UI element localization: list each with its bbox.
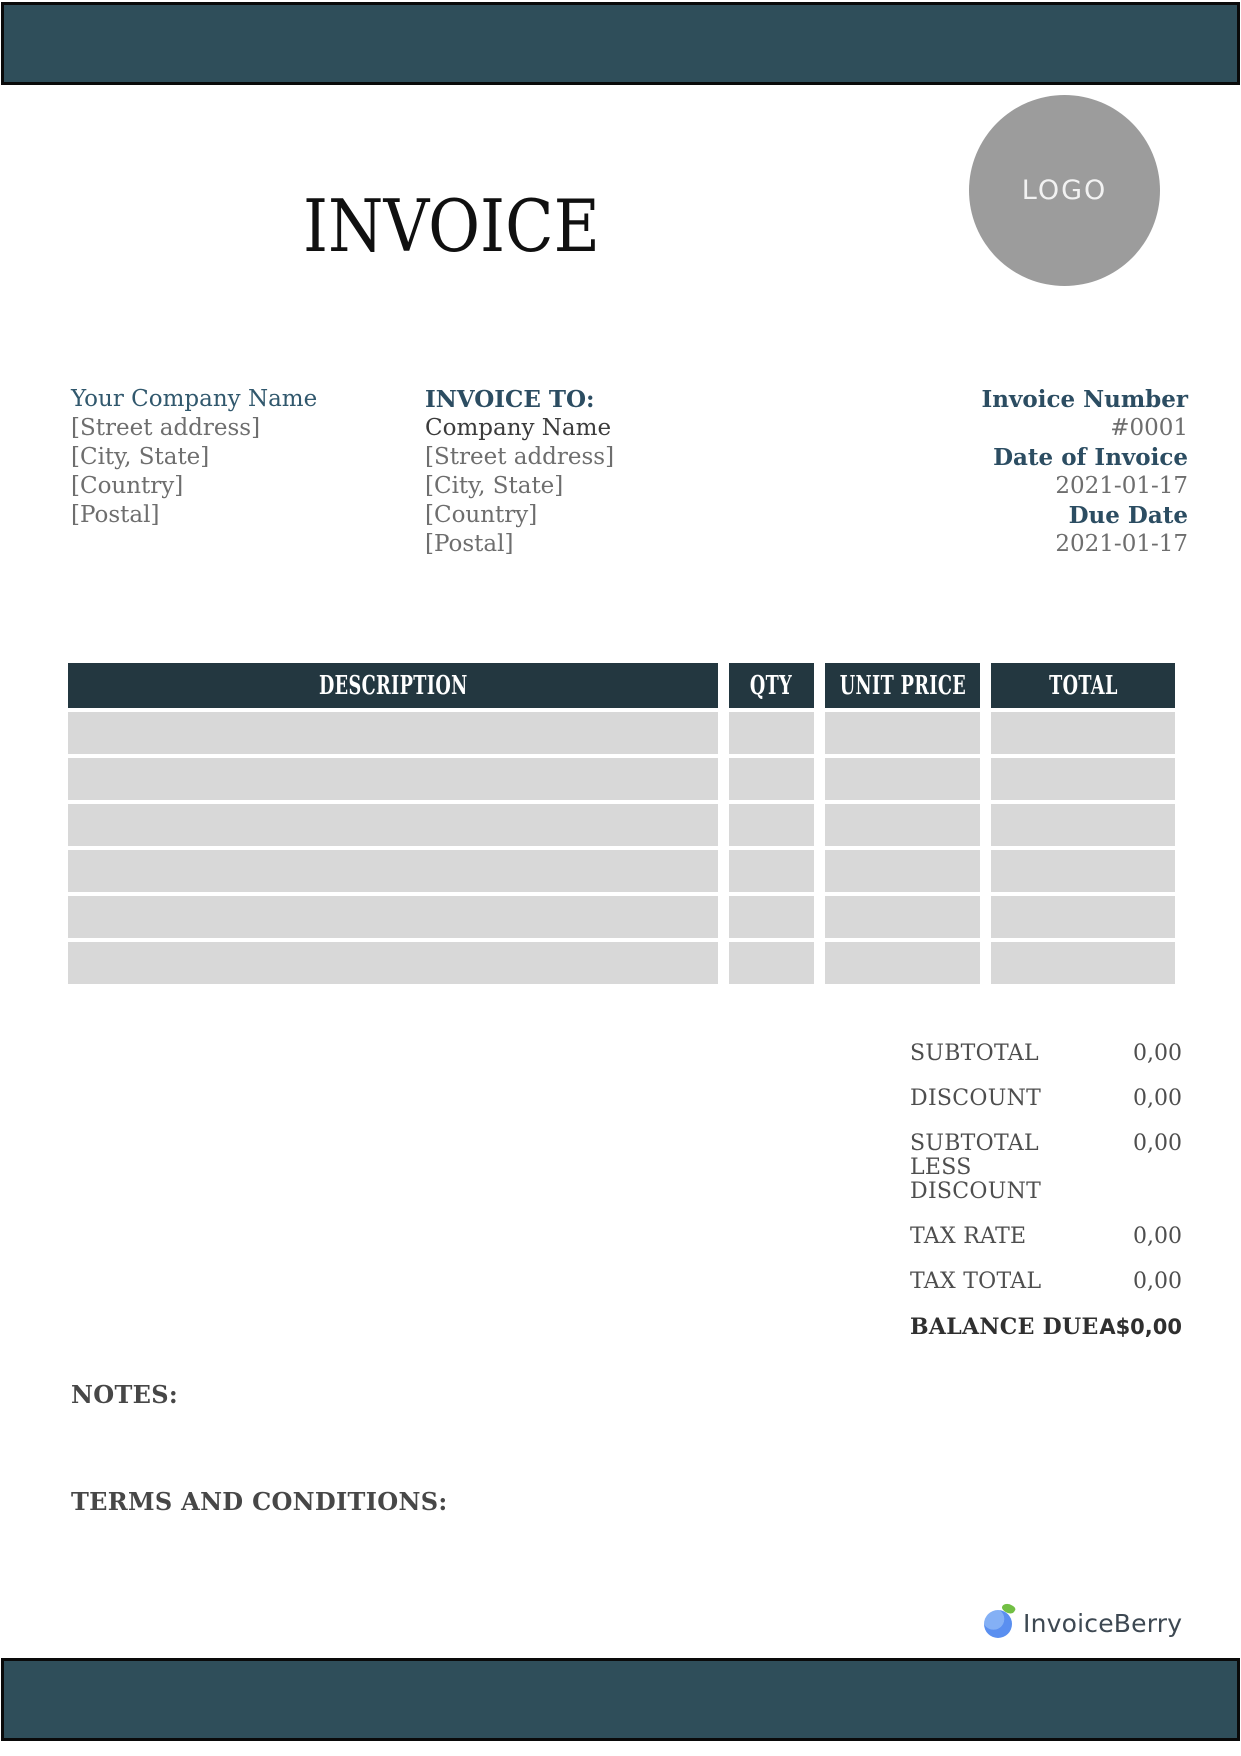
due-date-label: Due Date (1068, 502, 1188, 529)
discount-label: DISCOUNT (910, 1086, 1042, 1111)
item-cell-unit-price (825, 896, 980, 938)
recipient-city-state: [City, State] (425, 473, 564, 499)
item-cell-description (68, 758, 718, 800)
terms-label: TERMS AND CONDITIONS: (71, 1487, 448, 1516)
invoiceberry-brand-name: InvoiceBerry (1023, 1608, 1183, 1638)
sender-street: [Street address] (71, 415, 261, 441)
item-cell-qty (729, 712, 814, 754)
invoiceberry-berry-icon (984, 1610, 1012, 1638)
bottom-banner-bar (1, 1658, 1240, 1741)
page-title-text: INVOICE (303, 184, 600, 268)
column-header-total-text: TOTAL (1048, 670, 1118, 701)
item-cell-description (68, 942, 718, 984)
invoiceberry-leaf-icon (1001, 1601, 1017, 1616)
item-cell-qty (729, 850, 814, 892)
subtotal-less-discount-row (910, 1132, 1182, 1204)
invoice-number-value: #0001 (1110, 415, 1188, 441)
column-header-unit-price-text: UNIT PRICE (839, 670, 966, 701)
invoice-date-value: 2021-01-17 (1055, 473, 1188, 499)
column-header-description-text: DESCRIPTION (318, 670, 468, 701)
item-cell-total (991, 942, 1175, 984)
item-cell-total (991, 850, 1175, 892)
item-cell-description (68, 712, 718, 754)
subtotal-less-discount-label: SUBTOTAL LESS DISCOUNT (910, 1131, 1042, 1204)
item-cell-total (991, 804, 1175, 846)
tax-rate-row (910, 1225, 1182, 1249)
column-header-qty (729, 663, 814, 708)
item-cell-description (68, 896, 718, 938)
tax-rate-value: 0,00 (1133, 1224, 1182, 1249)
tax-total-value: 0,00 (1133, 1269, 1182, 1294)
item-cell-unit-price (825, 758, 980, 800)
item-cell-total (991, 758, 1175, 800)
item-cell-unit-price (825, 850, 980, 892)
column-header-qty-text: QTY (750, 670, 793, 701)
recipient-postal: [Postal] (425, 531, 514, 557)
balance-due-row (910, 1315, 1182, 1339)
tax-total-row (910, 1270, 1182, 1294)
invoice-meta-block (982, 385, 1188, 559)
page-title (303, 184, 640, 268)
recipient-block (425, 385, 614, 559)
subtotal-value: 0,00 (1133, 1041, 1182, 1066)
item-cell-qty (729, 758, 814, 800)
item-cell-total (991, 712, 1175, 754)
invoiceberry-branding (984, 1600, 1182, 1640)
subtotal-label: SUBTOTAL (910, 1041, 1039, 1066)
subtotal-row (910, 1042, 1182, 1066)
item-cell-description (68, 804, 718, 846)
due-date-value: 2021-01-17 (1055, 531, 1188, 557)
sender-city-state: [City, State] (71, 444, 210, 470)
item-cell-unit-price (825, 712, 980, 754)
balance-due-value: A$0,00 (1099, 1315, 1182, 1339)
item-cell-qty (729, 942, 814, 984)
line-items-table (68, 663, 1175, 984)
recipient-country: [Country] (425, 502, 538, 528)
discount-value: 0,00 (1133, 1086, 1182, 1111)
notes-label: NOTES: (71, 1380, 178, 1409)
column-header-unit-price (825, 663, 980, 708)
discount-row (910, 1087, 1182, 1111)
invoice-date-label: Date of Invoice (993, 444, 1188, 471)
sender-company-name: Your Company Name (71, 386, 318, 412)
top-banner-bar (1, 2, 1240, 85)
balance-due-label: BALANCE DUE (910, 1314, 1099, 1340)
totals-block (910, 1042, 1182, 1360)
column-header-description (68, 663, 718, 708)
item-cell-qty (729, 804, 814, 846)
sender-block (71, 385, 317, 530)
sender-postal: [Postal] (71, 502, 160, 528)
invoice-to-label: INVOICE TO: (425, 386, 595, 413)
logo-placeholder-text: LOGO (1021, 175, 1108, 206)
sender-country: [Country] (71, 473, 184, 499)
item-cell-qty (729, 896, 814, 938)
subtotal-less-discount-value: 0,00 (1133, 1131, 1182, 1156)
logo-placeholder-circle (969, 95, 1160, 286)
item-cell-unit-price (825, 942, 980, 984)
tax-rate-label: TAX RATE (910, 1224, 1027, 1249)
tax-total-label: TAX TOTAL (910, 1269, 1042, 1294)
item-cell-description (68, 850, 718, 892)
item-cell-total (991, 896, 1175, 938)
item-cell-unit-price (825, 804, 980, 846)
invoice-number-label: Invoice Number (981, 386, 1188, 413)
recipient-company-name: Company Name (425, 415, 612, 441)
recipient-street: [Street address] (425, 444, 615, 470)
column-header-total (991, 663, 1175, 708)
